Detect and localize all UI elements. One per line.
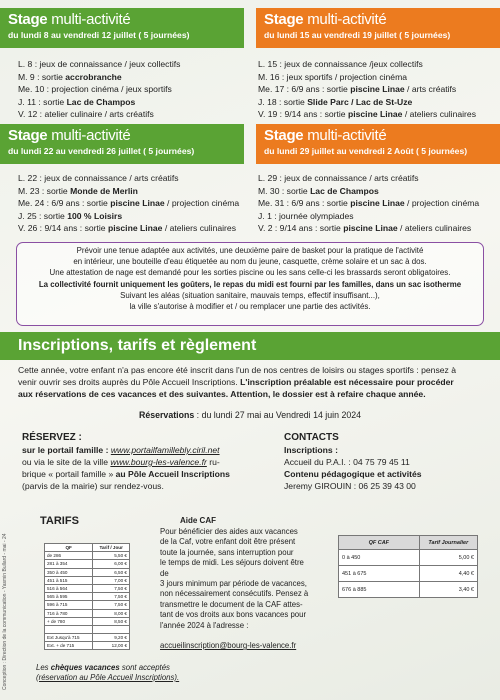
schedule-line: M. 23 : sortie Monde de Merlin bbox=[18, 185, 138, 196]
contacts-title: CONTACTS bbox=[284, 432, 339, 443]
info-line: en intérieur, une bouteille d'eau étiquetée au nom du jeune, casquette, crème solaire et un sac à dos. bbox=[73, 257, 427, 267]
schedule-line: M. 9 : sortie accrobranche bbox=[18, 71, 122, 82]
stage-header-2: Stage multi-activité du lundi 15 au vendredi 19 juillet ( 5 journées) bbox=[256, 8, 500, 48]
tarifs-table: QF Tarif / Jour de 286 5,50 € 281 à 354 6,00 € 350 à 450 6,50 € 451 à 515 7,00 € 516 à 564 7,50 € 565 à 595 7,50 € 596 à 715 7,50 € 716 à 780 8,00 € + de 780 8,50 € Ext Jusqu'à 715 9,20 € Ext. + de 715 12,00 € bbox=[44, 543, 130, 650]
table-row: 516 à 564 7,50 € bbox=[45, 584, 130, 592]
section-banner: Inscriptions, tarifs et règlement bbox=[0, 332, 500, 360]
info-box bbox=[16, 242, 484, 326]
caf-table: QF CAF Tarif Journalier 0 à 450 5,00 € 451 à 675 4,40 € 676 à 885 3,40 € bbox=[338, 535, 478, 598]
stage-dates: du lundi 22 au vendredi 26 juillet ( 5 journées) bbox=[8, 146, 195, 156]
table-row: 0 à 450 5,00 € bbox=[339, 550, 478, 566]
schedule-line: J. 18 : sortie Slide Parc / Lac de St-Uze bbox=[258, 96, 413, 107]
table-row: Ext Jusqu'à 715 9,20 € bbox=[45, 634, 130, 642]
contact-phone: Accueil du P.A.I. : 04 75 79 45 11 bbox=[284, 457, 410, 467]
table-row: 596 à 715 7,50 € bbox=[45, 601, 130, 609]
schedule-line: J. 1 : journée olympiades bbox=[258, 210, 354, 221]
schedule-line: L. 22 : jeux de connaissance / arts créatifs bbox=[18, 173, 179, 183]
contact-phone: Jeremy GIROUIN : 06 25 39 43 00 bbox=[284, 481, 416, 491]
stage-header-4: Stage multi-activité du lundi 29 juillet au vendredi 2 Août ( 5 journées) bbox=[256, 124, 500, 164]
info-line: Prévoir une tenue adaptée aux activités, une deuxième paire de basket pour la pratique de l'activité bbox=[76, 246, 424, 255]
stage-header-1: Stage multi-activité du lundi 8 au vendredi 12 juillet ( 5 journées) bbox=[0, 8, 244, 48]
info-line: Une attestation de nage est demandé pour les sorties piscine ou les sans celle-ci les brassards seront obligatoires. bbox=[49, 268, 451, 278]
stage-dates: du lundi 29 juillet au vendredi 2 Août ( 5 journées) bbox=[264, 146, 468, 156]
schedule-line: L. 15 : jeux de connaissance /jeux collectifs bbox=[258, 59, 423, 69]
cheques-note: Les chèques vacances sont acceptés (réservation au Pôle Accueil Inscriptions). bbox=[36, 663, 180, 682]
stage-dates: du lundi 15 au vendredi 19 juillet ( 5 journées) bbox=[264, 30, 451, 40]
schedule-line: Me. 31 : 6/9 ans : sortie piscine Linae / projection cinéma bbox=[258, 198, 480, 209]
reserve-title: RÉSERVEZ : bbox=[22, 432, 82, 443]
table-row bbox=[45, 625, 130, 633]
reserve-section: RÉSERVEZ : sur le portail famille : www.portailfamillebly.ciril.net ou via le site de la ville www.bourg-les-valence.fr ru- brique « portail famille » au Pôle Accueil Inscriptions (parvis de la mairie) sur rendez-vous. bbox=[22, 432, 282, 492]
schedule-line: M. 30 : sortie Lac de Champos bbox=[258, 185, 379, 196]
intro-text: Cette année, votre enfant n'a pas encore été inscrit dans l'un de nos centres de loisirs ou stages sportifs : pensez à venir ouvrir ses droits auprès du Pôle Accueil Inscriptions. L'inscription préalable est nécessaire pour procéder aux réservations de ces vacances et des suivantes. Attention, le dossier est à refaire chaque année. bbox=[18, 365, 457, 399]
table-row: de 286 5,50 € bbox=[45, 552, 130, 560]
credit-text: Conception : Direction de la communication - Yasmin Bullard - mai - 24 bbox=[2, 533, 8, 690]
schedule-line: V. 26 : 9/14 ans : sortie piscine Linae / ateliers culinaires bbox=[18, 223, 236, 234]
caf-email-link[interactable]: accueilinscription@bourg-les-valence.fr bbox=[160, 641, 297, 651]
stage-schedule-1 bbox=[18, 58, 180, 121]
stage-schedule-4 bbox=[258, 172, 479, 235]
schedule-line: Me. 17 : 6/9 ans : sortie piscine Linae / arts créatifs bbox=[258, 84, 457, 95]
reservation-dates: Réservations : du lundi 27 mai au Vendredi 14 juin 2024 bbox=[138, 410, 362, 420]
schedule-line: J. 25 : sortie 100 % Loisirs bbox=[18, 210, 123, 221]
stage-dates: du lundi 8 au vendredi 12 juillet ( 5 journées) bbox=[8, 30, 190, 40]
table-row: 565 à 595 7,50 € bbox=[45, 593, 130, 601]
stage-schedule-3 bbox=[18, 172, 239, 235]
caf-title: Aide CAF bbox=[180, 516, 216, 525]
schedule-line: V. 2 : 9/14 ans : sortie piscine Linae / ateliers culinaires bbox=[258, 223, 472, 234]
table-row: Ext. + de 715 12,00 € bbox=[45, 642, 130, 650]
table-row: 350 à 450 6,50 € bbox=[45, 568, 130, 576]
stage-header-3: Stage multi-activité du lundi 22 au vendredi 26 juillet ( 5 journées) bbox=[0, 124, 244, 164]
schedule-line: Me. 24 : 6/9 ans : sortie piscine Linae / projection cinéma bbox=[18, 198, 240, 209]
schedule-line: V. 19 : 9/14 ans : sortie piscine Linae / ateliers culinaires bbox=[258, 109, 476, 120]
table-row: 451 à 515 7,00 € bbox=[45, 576, 130, 584]
tarifs-title: TARIFS bbox=[40, 515, 79, 527]
stage-schedule-2 bbox=[258, 58, 476, 121]
schedule-line: L. 8 : jeux de connaissance / jeux collectifs bbox=[18, 59, 181, 69]
city-website-link[interactable]: www.bourg-les-valence.fr bbox=[110, 457, 207, 467]
table-row: 676 à 885 3,40 € bbox=[339, 582, 478, 598]
info-line: la ville s'autorise à modifier et / ou remplacer une partie des activités. bbox=[129, 302, 371, 312]
schedule-line: M. 16 : jeux sportifs / projection cinéma bbox=[258, 71, 408, 82]
info-line: La collectivité fournit uniquement les goûters, le repas du midi est fourni par les familles, dans un sac isotherme bbox=[38, 279, 462, 289]
contacts-section: CONTACTS Inscriptions : Accueil du P.A.I. : 04 75 79 45 11 Contenu pédagogique et activités Jeremy GIROUIN : 06 25 39 43 00 bbox=[284, 432, 484, 492]
schedule-line: L. 29 : jeux de connaissance / arts créatifs bbox=[258, 173, 419, 183]
schedule-line: Me. 10 : projection cinéma / jeux sportifs bbox=[18, 84, 172, 95]
schedule-line: J. 11 : sortie Lac de Champos bbox=[18, 96, 136, 107]
caf-text: Pour bénéficier des aides aux vacances de la Caf, votre enfant doit être présent toute la journée, sans interruption pour le temps de midi. Les séjours doivent être de 3 jours minimum par période de vacances, non nécessairement consécutifs. Pensez à transmettre le document de la CAF attes- tant de vos droits aux bons vacances pour l'année 2024 à l'adresse : accueilinscription@bourg-les-valence.fr bbox=[160, 527, 309, 651]
schedule-line: V. 12 : atelier culinaire / arts créatifs bbox=[18, 109, 154, 120]
table-row: 716 à 780 8,00 € bbox=[45, 609, 130, 617]
portail-famille-link[interactable]: www.portailfamillebly.ciril.net bbox=[110, 445, 220, 455]
table-row: 451 à 675 4,40 € bbox=[339, 566, 478, 582]
table-row: 281 à 354 6,00 € bbox=[45, 560, 130, 568]
table-row: + de 780 8,50 € bbox=[45, 617, 130, 625]
info-line: Suivant les aléas (situation sanitaire, mauvais temps, effectif insuffisant...), bbox=[120, 290, 380, 300]
